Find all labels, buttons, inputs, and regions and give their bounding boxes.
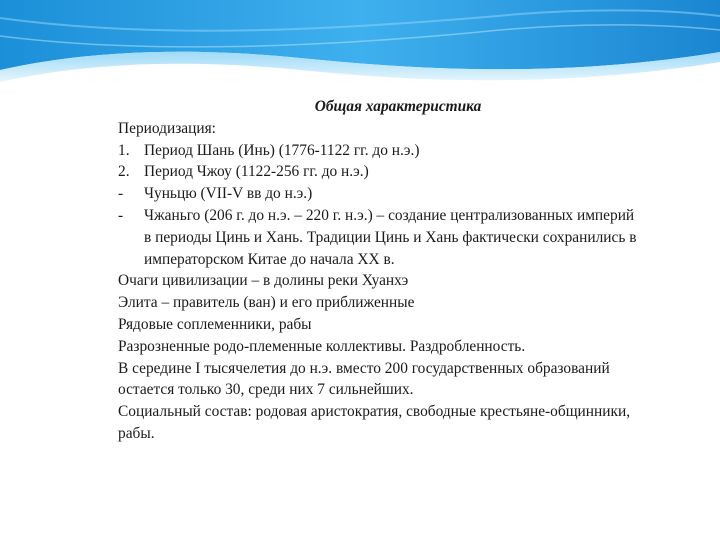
paragraph: Рядовые соплеменники, рабы [118,315,312,333]
periodization-label: Периодизация: [118,119,216,137]
paragraph: В середине I тысячелетия до н.э. вместо 200 государственных образований остается только 30, среди них 7 сильнейших. [118,359,610,399]
dash-item [118,183,638,205]
list-marker: - [118,185,124,203]
paragraph: Элита – правитель (ван) и его приближенные [118,294,415,312]
list-marker: 2. [118,163,130,181]
numbered-item [118,161,638,183]
paragraph: Социальный состав: родовая аристократия, свободные крестьяне-общинники, рабы. [118,403,631,442]
list-item-text: Период Шань (Инь) (1776-1122 гг. до н.э.) [144,141,420,159]
header-wave-decoration [0,0,720,100]
list-marker: - [118,206,124,224]
slide-title: Общая характеристика [314,98,482,115]
paragraph: Разрозненные родо-племенные коллективы. Раздробленность. [118,337,526,355]
slide-content [118,96,638,445]
list-marker: 1. [118,141,130,159]
paragraph: Очаги цивилизации – в долины реки Хуанхэ [118,272,409,290]
numbered-item [118,140,638,162]
dash-item [118,205,638,270]
list-item-text: Чжаньго (206 г. до н.э. – 220 г. н.э.) – создание централизованных империй в периоды Цинь и Хань. Традиции Цинь и Хань фактически сохранились в императорском Китае до начала XX в. [144,206,637,268]
list-item-text: Чуньцю (VII-V вв до н.э.) [144,185,313,203]
list-item-text: Период Чжоу (1122-256 гг. до н.э.) [144,163,369,181]
